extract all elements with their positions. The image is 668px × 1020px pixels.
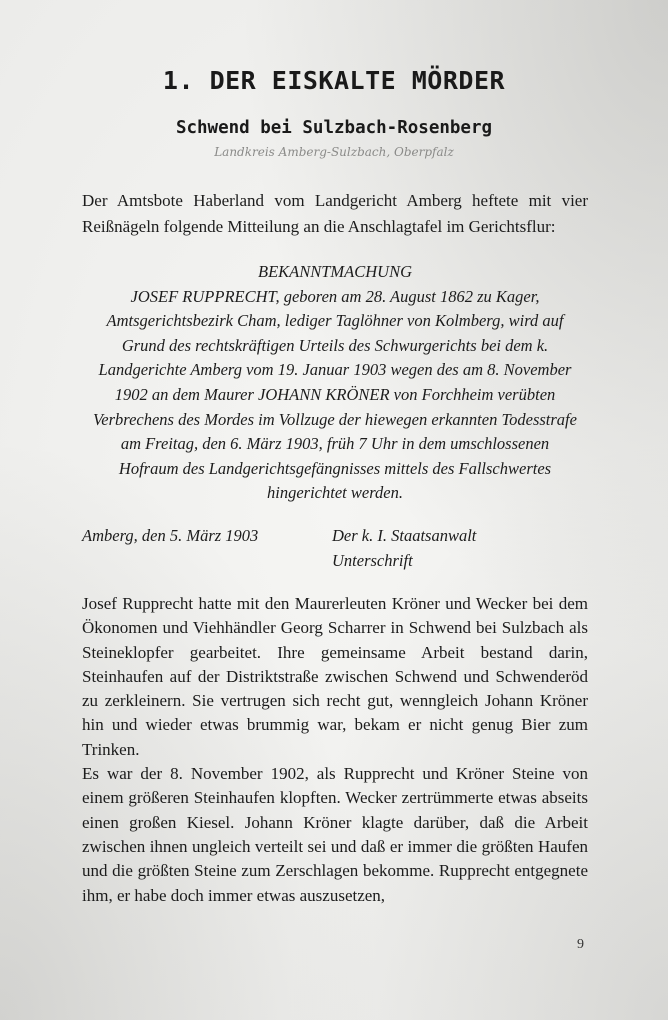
- signature-office: Der k. I. Staatsanwalt: [332, 526, 477, 545]
- body-text: [82, 592, 588, 908]
- place-title: Schwend bei Sulzbach-Rosenberg: [175, 118, 493, 138]
- intro-paragraph: Der Amtsbote Haberland vom Landgericht Amberg heftete mit vier Reißnägeln folgende Mitteilung an die Anschlagtafel im Gerichtsflur:: [82, 191, 588, 236]
- page-number: 9: [577, 937, 584, 952]
- body-paragraph-2: Es war der 8. November 1902, als Rupprecht und Kröner Steine von einem größeren Steinhaufen klopften. Wecker zertrümmerte etwas abseits einen großen Kiesel. Johann Kröner klagte darüber, daß die Arbeit zwischen ihnen ungleich verteilt sei und daß er immer die größten Haufen und die größten Steine zum Zerschlagen bekomme. Rupprecht entgegnete ihm, er habe doch immer etwas auszusetzen,: [82, 764, 588, 905]
- notice-heading: BEKANNTMACHUNG: [257, 262, 412, 281]
- notice-signature: [332, 523, 476, 573]
- notice-place-date: Amberg, den 5. März 1903: [82, 526, 259, 545]
- notice-block: [90, 260, 580, 506]
- body-paragraph-1: Josef Rupprecht hatte mit den Maurerleuten Kröner und Wecker bei dem Ökonomen und Viehhändler Georg Scharrer in Schwend bei Sulzbach als Steineklopfer gearbeitet. Ihre gemeinsame Arbeit bestand darin, Steinhaufen auf der Distriktstraße zwischen Schwend und Schwenderöd zu zerkleinern. Sie vertrugen sich recht gut, wenngleich Johann Kröner hin und wieder etwas brummig war, bekam er nicht genug Bier zum Trinken.: [82, 594, 588, 759]
- district-subtitle: Landkreis Amberg-Sulzbach, Oberpfalz: [214, 145, 454, 159]
- signature-sign: Unterschrift: [332, 551, 413, 570]
- notice-text: JOSEF RUPPRECHT, geboren am 28. August 1862 zu Kager, Amtsgerichtsbezirk Cham, lediger Taglöhner von Kolmberg, wird auf Grund des rechtskräftigen Urteils des Schwurgerichts bei dem k. Landgerichte Amberg vom 19. Januar 1903 wegen des am 8. November 1902 an dem Maurer JOHANN KRÖNER von Forchheim verübten Verbrechens des Mordes im Vollzuge der hiewegen erkannten Todesstrafe am Freitag, den 6. März 1903, früh 7 Uhr in dem umschlossenen Hofraum des Landgerichtsgefängnisses mittels des Fallschwertes hingerichtet werden.: [93, 286, 577, 503]
- chapter-title: 1. DER EISKALTE MÖRDER: [162, 66, 506, 95]
